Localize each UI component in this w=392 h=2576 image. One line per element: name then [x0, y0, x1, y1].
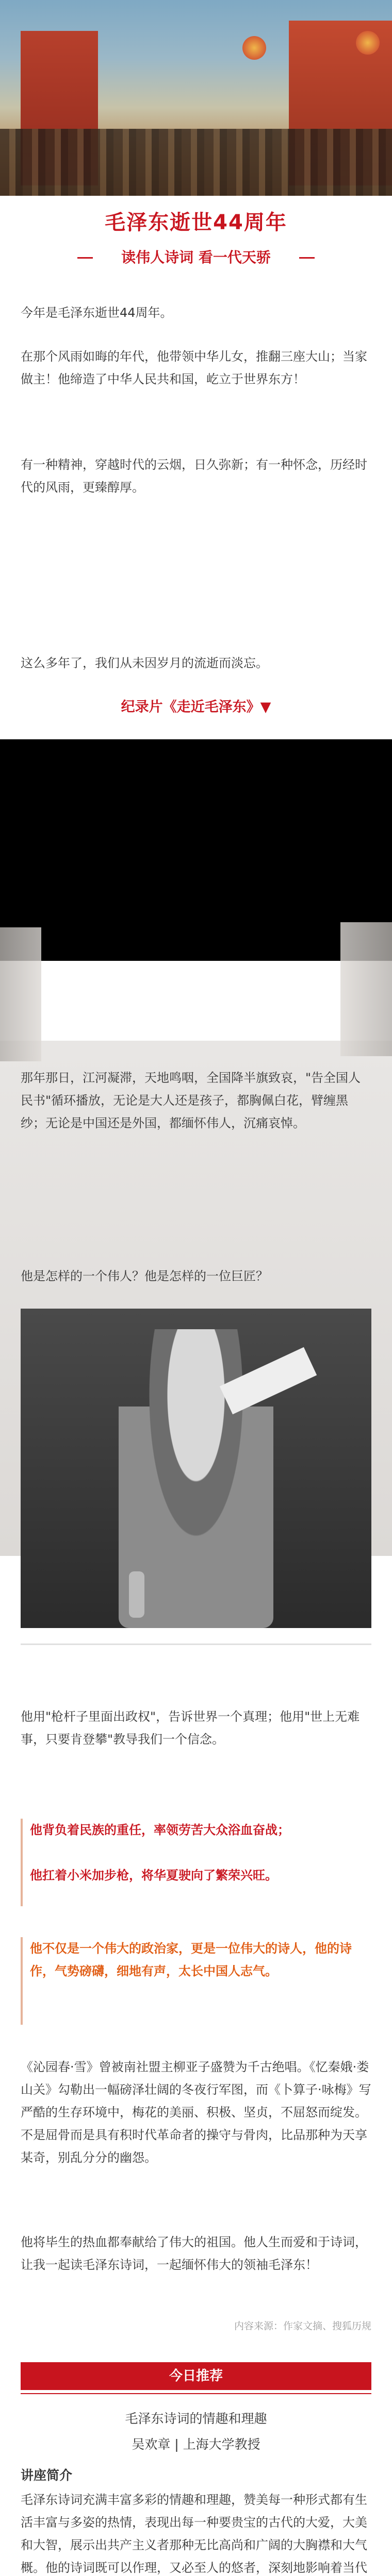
body-paragraph: 他将毕生的热血都奉献给了伟大的祖国。他人生而爱和于诗词，让我一起读毛泽东诗词，一起缅怀伟大的领袖毛泽东！ — [21, 2235, 367, 2272]
lecture-title: 毛泽东诗词的情趣和理趣 — [125, 2411, 267, 2426]
source-credit: 内容来源：作家文摘、搜狐历规 — [234, 2320, 371, 2332]
quote-line: 他背负着民族的重任，率领劳苦大众浴血奋战； — [30, 1823, 290, 1837]
video-player[interactable] — [0, 739, 392, 961]
hero-painting — [0, 0, 392, 196]
quote-block — [21, 1937, 373, 2025]
decorative-panel — [340, 922, 392, 1056]
body-paragraph: 那年那日，江河凝滞，天地鸣咽，全国降半旗致哀，"告全国人民书"循环播放，无论是大人还是孩子，都胸佩白花，臂缠黑纱；无论是中国还是外国，都缅怀伟人，沉痛哀悼。 — [21, 1071, 361, 1130]
historical-photo — [21, 1309, 371, 1628]
intro-paragraph: 有一种精神，穿越时代的云烟，日久弥新；有一种怀念，历经时代的风雨，更臻醇厚。 — [21, 457, 367, 495]
intro-paragraph: 这么多年了，我们从未因岁月的流逝而淡忘。 — [21, 656, 268, 670]
decorative-panel — [0, 927, 41, 1061]
quote-block — [21, 1819, 373, 1906]
lecture-intro-heading: 讲座简介 — [21, 2468, 73, 2483]
intro-paragraph: 今年是毛泽东逝世44周年。 — [21, 306, 173, 320]
subtitle-block — [77, 246, 315, 269]
quote-line: 他不仅是一个伟大的政治家，更是一位伟大的诗人，他的诗作，气势磅礴，细地有声，太长中国人志气。 — [30, 1941, 352, 1978]
body-paragraph: 《沁园春·雪》曾被南社盟主柳亚子盛赞为千古绝唱。《忆秦娥·娄山关》勾勒出一幅磅泽壮阔的冬夜行军图，而《卜算子·咏梅》写严酷的生存环境中，梅花的美丽、积极、坚贞，不屈怒而绽发。不是屈骨而是具有积时代革命者的操守与骨肉，比品那种为天享某奇，别乱分分的幽怨。 — [21, 2060, 371, 2165]
body-paragraph: 他是怎样的一个伟人？他是怎样的一位巨匠？ — [21, 1269, 268, 1283]
divider — [21, 2393, 371, 2394]
lantern-icon — [242, 36, 266, 60]
lecture-intro: 毛泽东诗词充满丰富多彩的情趣和理趣，赞美每一种形式都有生活丰富与多姿的热情，表现出每一种要贵宝的古代的大爱，大美和大智，展示出共产主义者那种无比高尚和广阔的大胸襟和大气概。他的诗词既可以作理，又必至人的悠者，深刻地影响着当代 — [21, 2493, 367, 2575]
microphone-icon — [129, 1571, 144, 1618]
lantern-icon — [356, 31, 380, 55]
intro-paragraph: 在那个风雨如晦的年代，他带领中华儿女，推翻三座大山；当家做主！他缔造了中华人民共和国，屹立于世界东方！ — [21, 349, 367, 386]
documentary-link[interactable]: 纪录片《走近毛泽东》▼ — [121, 699, 271, 715]
body-paragraph: 他用"枪杆子里面出政权"，告诉世界一个真理；他用"世上无难事，只要肯登攀"教导我们一个信念。 — [21, 1709, 360, 1747]
page-subtitle: 读伟人诗词 看一代天骄 — [121, 249, 271, 266]
painting-crowd — [0, 129, 392, 196]
today-recommend-bar — [21, 2362, 371, 2390]
today-recommend-label: 今日推荐 — [169, 2368, 223, 2384]
divider — [21, 1643, 371, 1645]
lecturer-name: 吴欢章 | 上海大学教授 — [132, 2437, 260, 2452]
page-title: 毛泽东逝世44周年 — [105, 211, 287, 234]
divider — [299, 257, 315, 259]
quote-line: 他扛着小米加步枪，将华夏驶向了繁荣兴旺。 — [30, 1868, 277, 1883]
